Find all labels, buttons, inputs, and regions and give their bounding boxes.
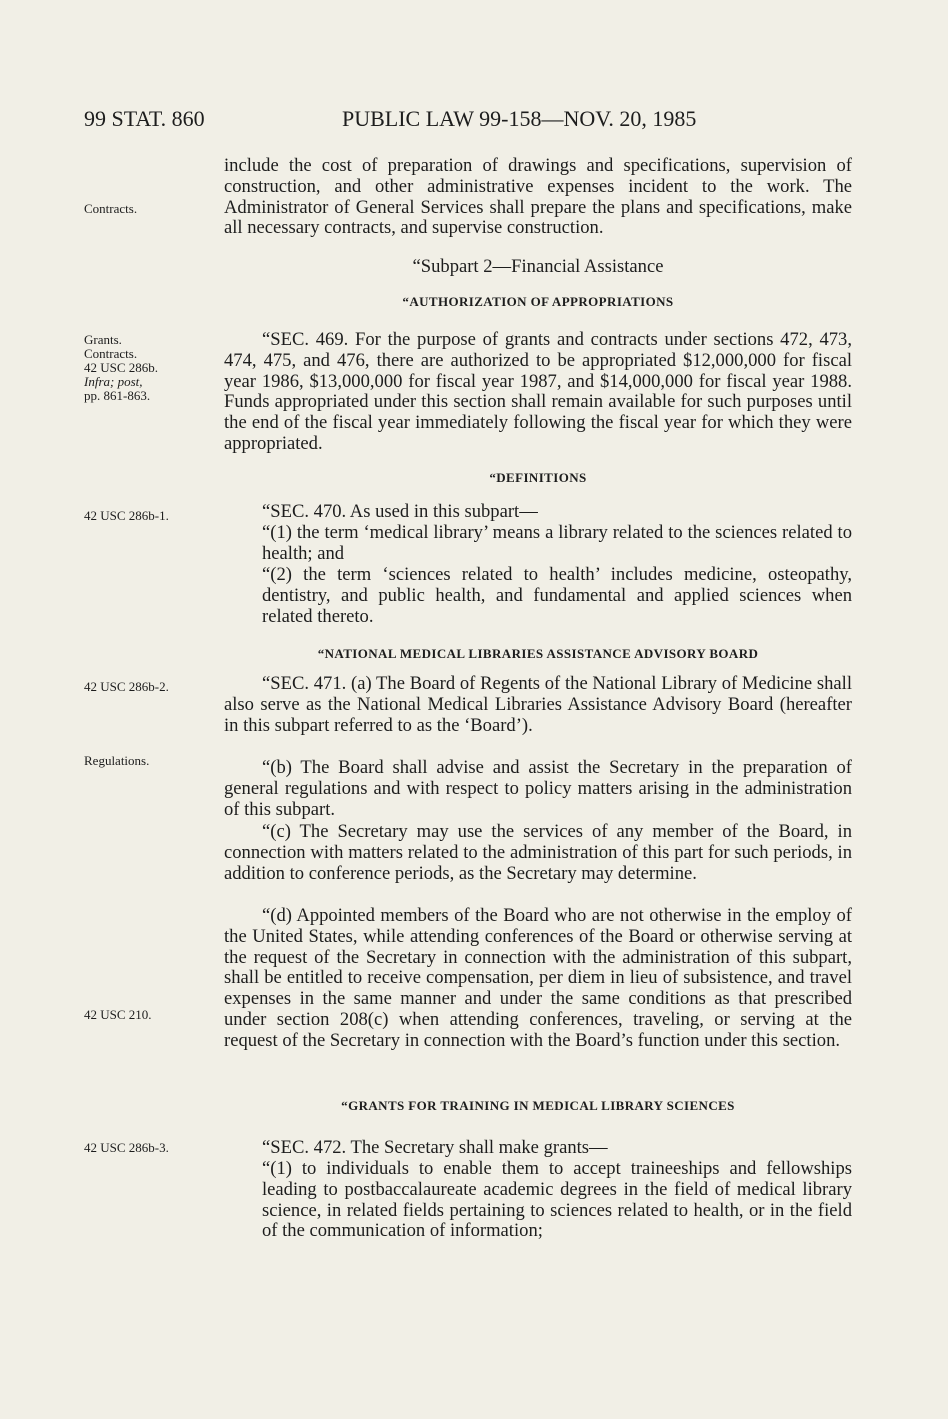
subpart-heading: “Subpart 2—Financial Assistance bbox=[412, 256, 664, 277]
section-472-item-1: “(1) to individuals to enable them to accept traineeships and fellowships leading to postbaccalaureate academic degrees in the field of medical library science, in related fields pertaining to sciences related to health, or in the field of the communication of information; bbox=[262, 1158, 852, 1242]
margin-note-infra: Infra; post, bbox=[84, 374, 143, 389]
page-header bbox=[84, 106, 874, 136]
margin-note-usc-286b-3: 42 USC 286b-3. bbox=[84, 1140, 169, 1155]
section-470-item-1: “(1) the term ‘medical library’ means a library related to the sciences related to health; and bbox=[262, 522, 852, 564]
section-471-c: “(c) The Secretary may use the services of any member of the Board, in connection with matters related to the administration of this part for such periods, in addition to conference periods, as the Secretary may determine. bbox=[224, 821, 852, 884]
section-469: “SEC. 469. For the purpose of grants and contracts under sections 472, 473, 474, 475, and 476, there are authorized to be appropriated $12,000,000 for fiscal year 1986, $13,000,000 for fiscal year 1987, and $14,000,000 for fiscal year 1988. Funds appropriated under this section shall remain available for such purposes until the end of the fiscal year immediately following the fiscal year for which they were appropriated. bbox=[224, 329, 852, 454]
heading-advisory-board: “NATIONAL MEDICAL LIBRARIES ASSISTANCE ADVISORY BOARD bbox=[317, 646, 759, 661]
section-471-d: “(d) Appointed members of the Board who are not otherwise in the employ of the United States, while attending conferences of the Board or otherwise serving at the request of the Secretary in connection with the administration of this subpart, shall be entitled to receive compensation, per diem in lieu of subsistence, and travel expenses in the same manner and under the same conditions as that prescribed under section 208(c) when attending conferences, traveling, or serving at the request of the Secretary in connection with the Board’s function under this section. bbox=[224, 905, 852, 1051]
margin-note-pages: pp. 861-863. bbox=[84, 388, 151, 403]
stat-page-number: 99 STAT. 860 bbox=[84, 106, 205, 131]
margin-note-contracts-2: Contracts. bbox=[84, 346, 138, 361]
margin-note-usc-286b-1: 42 USC 286b-1. bbox=[84, 508, 169, 523]
paragraph-construction-costs: include the cost of preparation of drawings and specifications, supervision of construction, and other administrative expenses incident to the work. The Administrator of General Services shall prepare the plans and specifications, make all necessary contracts, and supervise construction. bbox=[224, 155, 852, 239]
section-471-a: “SEC. 471. (a) The Board of Regents of the National Library of Medicine shall also serve as the National Medical Libraries Assistance Advisory Board (hereafter in this subpart referred to as the ‘Board’). bbox=[224, 673, 852, 736]
section-470-item-2: “(2) the term ‘sciences related to health’ includes medicine, osteopathy, dentistry, and public health, and fundamental and applied sciences when related thereto. bbox=[262, 564, 852, 627]
section-471-b: “(b) The Board shall advise and assist the Secretary in the preparation of general regulations and with respect to policy matters arising in the administration of this subpart. bbox=[224, 757, 852, 820]
margin-note-contracts: Contracts. bbox=[84, 201, 138, 216]
heading-definitions: “DEFINITIONS bbox=[489, 470, 587, 485]
heading-authorization: “AUTHORIZATION OF APPROPRIATIONS bbox=[402, 294, 674, 309]
law-title: PUBLIC LAW 99-158—NOV. 20, 1985 bbox=[342, 106, 697, 131]
margin-note-usc-286b: 42 USC 286b. bbox=[84, 360, 159, 375]
section-472: “SEC. 472. The Secretary shall make grants— bbox=[262, 1137, 608, 1158]
margin-note-regulations: Regulations. bbox=[84, 753, 150, 768]
heading-grants-training: “GRANTS FOR TRAINING IN MEDICAL LIBRARY SCIENCES bbox=[341, 1098, 735, 1113]
margin-note-usc-286b-2: 42 USC 286b-2. bbox=[84, 679, 169, 694]
section-470: “SEC. 470. As used in this subpart— bbox=[262, 501, 538, 522]
margin-note-grants: Grants. bbox=[84, 332, 122, 347]
margin-note-usc-210: 42 USC 210. bbox=[84, 1007, 152, 1022]
